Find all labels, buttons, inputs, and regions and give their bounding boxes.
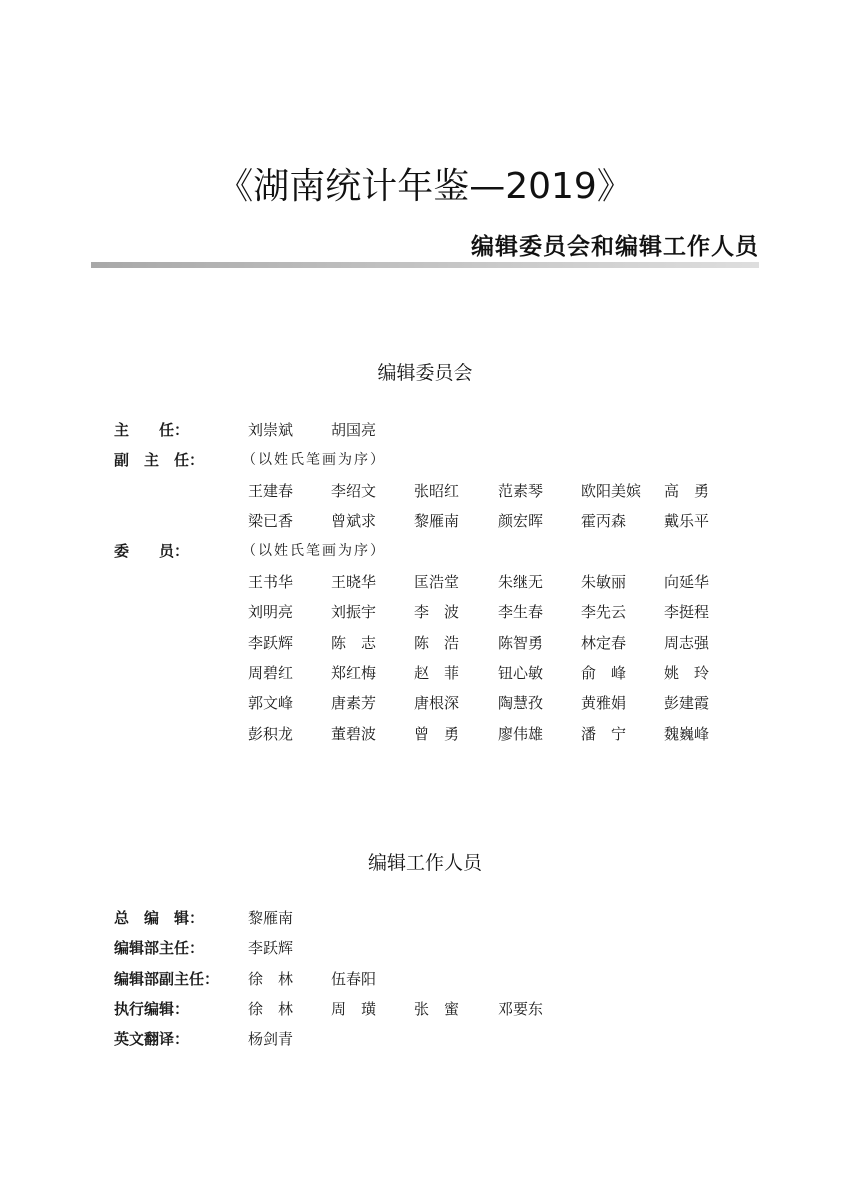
deputy-names-row xyxy=(0,478,850,504)
member-name: 周碧红 xyxy=(248,664,294,682)
member-name: 俞 峰 xyxy=(581,664,627,682)
staff-row xyxy=(0,996,850,1022)
deputy-name: 王建春 xyxy=(248,482,294,500)
member-name: 郑红梅 xyxy=(331,664,377,682)
member-label: 委 员： xyxy=(114,542,190,560)
member-name: 李先云 xyxy=(581,603,627,621)
member-name: 向延华 xyxy=(664,573,710,591)
member-names-row xyxy=(0,630,850,656)
member-name: 钮心敏 xyxy=(498,664,544,682)
page-title: 《湖南统计年鉴—2019》 xyxy=(217,166,633,207)
staff-name: 张 蜜 xyxy=(414,1000,460,1018)
member-name: 陈 浩 xyxy=(414,634,460,652)
member-name: 周志强 xyxy=(664,634,710,652)
deputy-name: 曾斌求 xyxy=(331,512,377,530)
member-name: 陈智勇 xyxy=(498,634,544,652)
member-names-row xyxy=(0,721,850,747)
deputy-order-note: （以姓氏笔画为序） xyxy=(242,452,386,468)
member-name: 李 波 xyxy=(414,603,460,621)
member-name: 郭文峰 xyxy=(248,694,294,712)
member-name: 赵 菲 xyxy=(414,664,460,682)
member-name: 林定春 xyxy=(581,634,627,652)
member-names-row xyxy=(0,569,850,595)
deputy-name: 张昭红 xyxy=(414,482,460,500)
staff-row xyxy=(0,905,850,931)
header-divider xyxy=(91,262,759,268)
staff-row xyxy=(0,935,850,961)
member-name: 李生春 xyxy=(498,603,544,621)
member-name: 姚 玲 xyxy=(664,664,710,682)
deputy-name: 高 勇 xyxy=(664,482,710,500)
staff-name: 徐 林 xyxy=(248,970,294,988)
staff-name: 杨剑青 xyxy=(248,1030,294,1048)
staff-row xyxy=(0,1026,850,1052)
staff-heading: 编辑工作人员 xyxy=(367,852,482,874)
deputy-name: 李绍文 xyxy=(331,482,377,500)
committee-heading: 编辑委员会 xyxy=(377,362,473,384)
member-name: 彭建霞 xyxy=(664,694,710,712)
member-name: 唐根深 xyxy=(414,694,460,712)
member-name: 李跃辉 xyxy=(248,634,294,652)
deputy-name: 黎雁南 xyxy=(414,512,460,530)
staff-name: 伍春阳 xyxy=(331,970,377,988)
member-name: 刘明亮 xyxy=(248,603,294,621)
member-name: 彭积龙 xyxy=(248,725,294,743)
member-name: 匡浩堂 xyxy=(414,573,460,591)
member-name: 曾 勇 xyxy=(414,725,460,743)
deputy-name: 欧阳美嫔 xyxy=(581,482,642,500)
member-name: 潘 宁 xyxy=(581,725,627,743)
member-name: 魏巍峰 xyxy=(664,725,710,743)
staff-role-label: 编辑部副主任： xyxy=(114,970,220,988)
staff-name: 李跃辉 xyxy=(248,939,294,957)
director-label: 主 任： xyxy=(114,421,190,439)
member-name: 李挺程 xyxy=(664,603,710,621)
staff-name: 黎雁南 xyxy=(248,909,294,927)
member-name: 陈 志 xyxy=(331,634,377,652)
member-name: 唐素芳 xyxy=(331,694,377,712)
staff-row xyxy=(0,966,850,992)
member-name: 董碧波 xyxy=(331,725,377,743)
director-name: 胡国亮 xyxy=(331,421,377,439)
deputy-header-row xyxy=(0,447,850,473)
deputy-name: 戴乐平 xyxy=(664,512,710,530)
staff-name: 邓要东 xyxy=(498,1000,544,1018)
director-row xyxy=(0,417,850,443)
member-header-row xyxy=(0,538,850,564)
member-order-note: （以姓氏笔画为序） xyxy=(242,543,386,559)
page-subtitle: 编辑委员会和编辑工作人员 xyxy=(471,234,759,260)
member-names-row xyxy=(0,690,850,716)
staff-role-label: 英文翻译： xyxy=(114,1030,190,1048)
staff-name: 徐 林 xyxy=(248,1000,294,1018)
staff-role-label: 总 编 辑： xyxy=(114,909,205,927)
member-names-row xyxy=(0,599,850,625)
deputy-name: 霍丙森 xyxy=(581,512,627,530)
deputy-names-row xyxy=(0,508,850,534)
director-name: 刘崇斌 xyxy=(248,421,294,439)
member-name: 王晓华 xyxy=(331,573,377,591)
deputy-label: 副 主 任： xyxy=(114,451,205,469)
deputy-name: 梁已香 xyxy=(248,512,294,530)
member-name: 朱继无 xyxy=(498,573,544,591)
member-names-row xyxy=(0,660,850,686)
staff-role-label: 编辑部主任： xyxy=(114,939,205,957)
member-name: 刘振宇 xyxy=(331,603,377,621)
member-name: 廖伟雄 xyxy=(498,725,544,743)
member-name: 黄雅娟 xyxy=(581,694,627,712)
staff-name: 周 璜 xyxy=(331,1000,377,1018)
member-name: 朱敏丽 xyxy=(581,573,627,591)
deputy-name: 范素琴 xyxy=(498,482,544,500)
member-name: 陶慧孜 xyxy=(498,694,544,712)
member-name: 王书华 xyxy=(248,573,294,591)
staff-role-label: 执行编辑： xyxy=(114,1000,190,1018)
deputy-name: 颜宏晖 xyxy=(498,512,544,530)
